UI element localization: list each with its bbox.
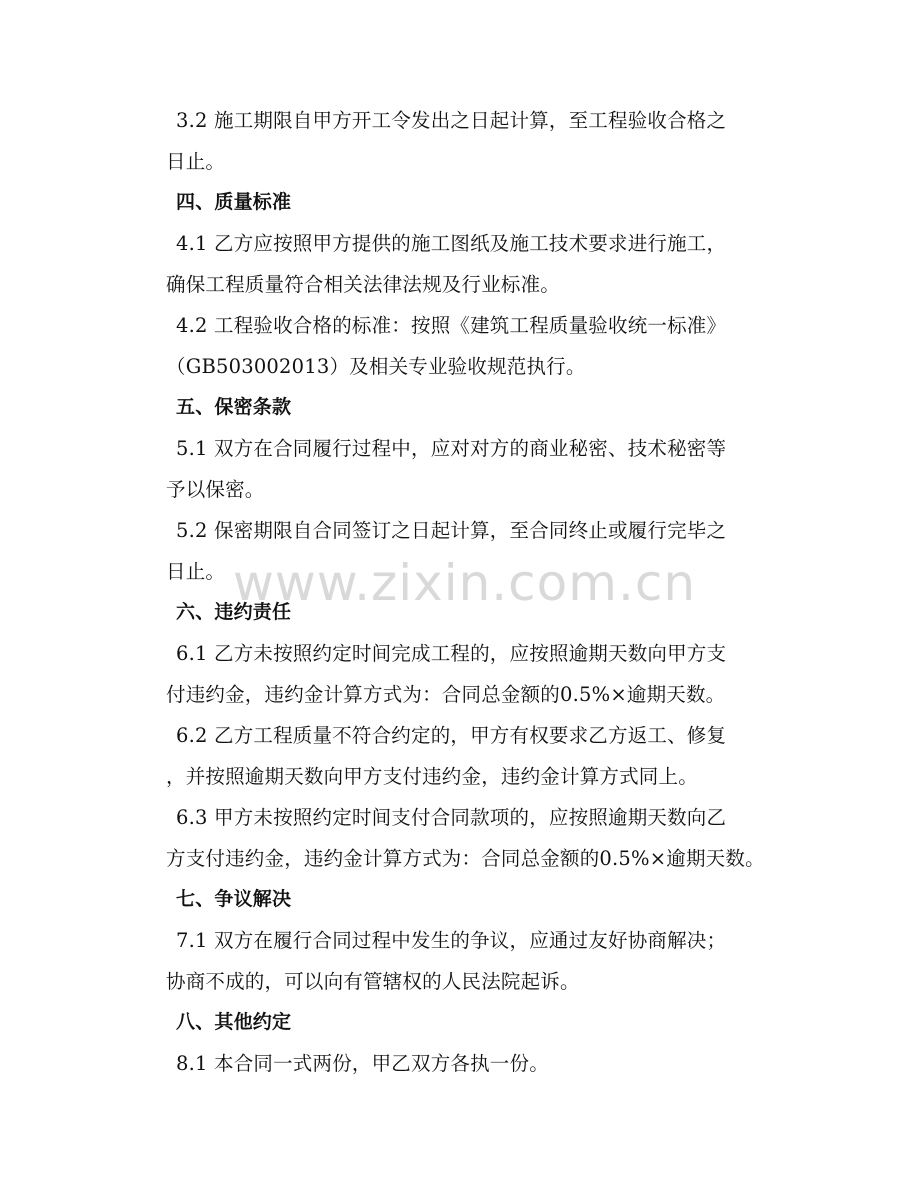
body-line: 协商不成的，可以向有管辖权的人民法院起诉。: [166, 970, 580, 993]
document-body: [166, 100, 778, 1084]
body-line: 5.1 双方在合同履行过程中，应对对方的商业秘密、技术秘密等: [176, 437, 727, 460]
body-line: 4.2 工程验收合格的标准：按照《建筑工程质量验收统一标准》: [176, 314, 727, 337]
body-line: 方支付违约金，违约金计算方式为：合同总金额的0.5%×逾期天数。: [166, 847, 765, 870]
body-line: 付违约金，违约金计算方式为：合同总金额的0.5%×逾期天数。: [166, 683, 726, 706]
body-line: 3.2 施工期限自甲方开工令发出之日起计算，至工程验收合格之: [176, 109, 727, 132]
body-line: 予以保密。: [166, 478, 265, 501]
body-line: 6.2 乙方工程质量不符合约定的，甲方有权要求乙方返工、修复: [176, 724, 727, 747]
section-heading-quality: 四、质量标准: [176, 191, 292, 213]
body-line: 5.2 保密期限自合同签订之日起计算，至合同终止或履行完毕之: [176, 519, 727, 542]
section-heading-dispute: 七、争议解决: [176, 888, 292, 910]
body-line: 日止。: [166, 150, 226, 173]
watermark: www.zixin.com.cn: [233, 554, 697, 612]
body-line: 确保工程质量符合相关法律法规及行业标准。: [166, 273, 561, 296]
body-line: 6.1 乙方未按照约定时间完成工程的，应按照逾期天数向甲方支: [176, 642, 727, 665]
body-line: 6.3 甲方未按照约定时间支付合同款项的，应按照逾期天数向乙: [176, 806, 727, 829]
body-line: 日止。: [166, 560, 226, 583]
section-heading-other: 八、其他约定: [176, 1011, 292, 1033]
body-line: （GB503002013）及相关专业验收规范执行。: [166, 355, 586, 378]
body-line: 4.1 乙方应按照甲方提供的施工图纸及施工技术要求进行施工，: [176, 232, 727, 255]
body-line: 7.1 双方在履行合同过程中发生的争议，应通过友好协商解决；: [176, 929, 727, 952]
section-heading-confidentiality: 五、保密条款: [176, 396, 292, 418]
section-heading-liability: 六、违约责任: [176, 601, 292, 623]
body-line: 8.1 本合同一式两份，甲乙双方各执一份。: [176, 1052, 549, 1075]
body-line: ，并按照逾期天数向甲方支付违约金，违约金计算方式同上。: [166, 765, 698, 788]
